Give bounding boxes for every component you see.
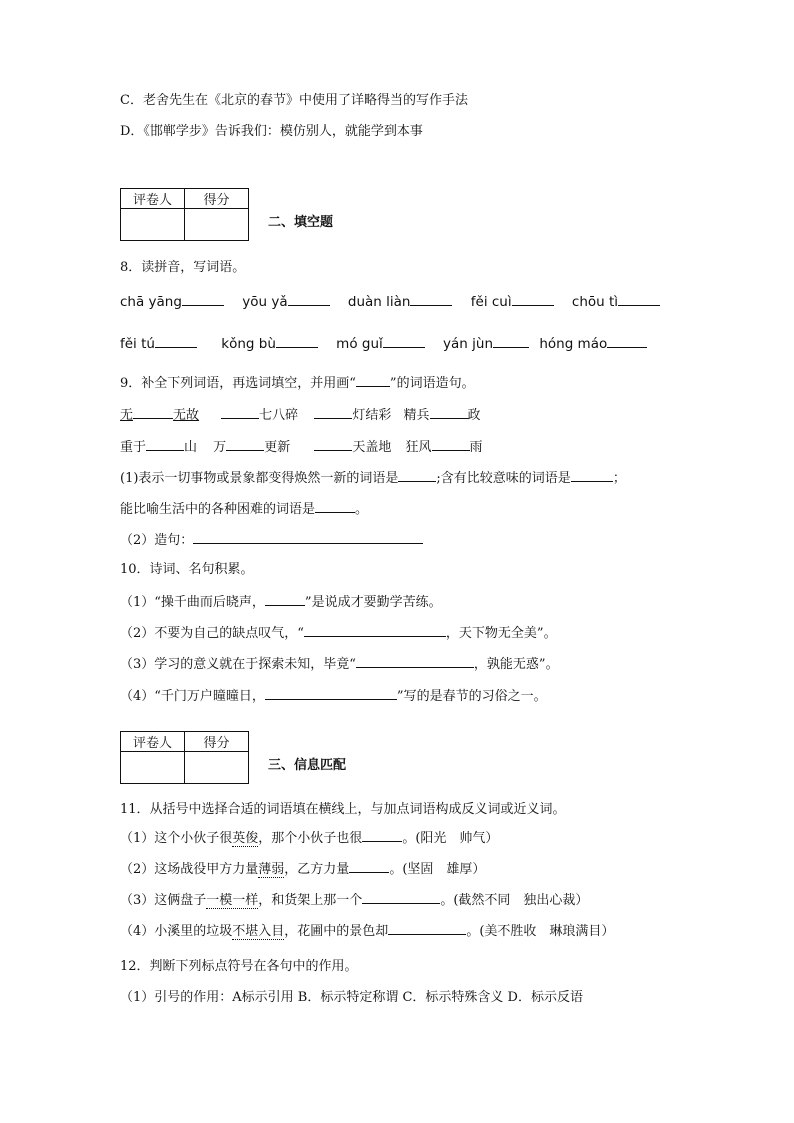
answer-blank[interactable] <box>430 405 468 419</box>
answer-blank[interactable] <box>276 334 318 348</box>
answer-blank[interactable] <box>432 437 470 451</box>
q11-line2: （2）这场战役甲方力量薄弱，乙方力量 。(坚固 雄厚） <box>120 859 485 879</box>
answer-blank[interactable] <box>226 437 264 451</box>
q8-row2 <box>120 334 647 353</box>
section-title-fill-in: 二、填空题 <box>268 215 334 230</box>
sample-blank <box>356 373 390 387</box>
answer-blank[interactable] <box>265 686 397 700</box>
pinyin-item: fěi cuì <box>470 294 512 310</box>
grader-header: 评卷人 <box>121 732 185 752</box>
q10-line2: （2）不要为自己的缺点叹气，“ ，天下物无全美”。 <box>120 623 557 643</box>
score-cell[interactable] <box>185 752 249 784</box>
option-d: D．《邯郸学步》告诉我们：模仿别人，就能学到本事 <box>120 124 423 139</box>
answer-blank[interactable] <box>133 405 173 419</box>
q8-row1 <box>120 292 660 311</box>
answer-blank[interactable] <box>221 405 259 419</box>
score-header: 得分 <box>185 189 249 209</box>
answer-blank[interactable] <box>410 292 452 306</box>
answer-blank[interactable] <box>398 468 436 482</box>
answer-blank[interactable] <box>356 654 474 668</box>
q9-part1: (1)表示一切事物或景象都变得焕然一新的词语是 ;含有比较意味的词语是 ； <box>120 468 626 488</box>
answer-blank[interactable] <box>383 334 425 348</box>
q10-line3: （3）学习的意义就在于探索未知，毕竟“ ，孰能无惑”。 <box>120 654 559 674</box>
pinyin-item: yán jùn <box>443 336 494 352</box>
grader-cell[interactable] <box>121 752 185 784</box>
sentence-blank[interactable] <box>193 530 423 544</box>
dotted-word: 不堪入目 <box>232 924 285 939</box>
answer-blank[interactable] <box>349 859 389 873</box>
answer-blank[interactable] <box>314 405 352 419</box>
answer-blank[interactable] <box>315 499 355 513</box>
q10-stem: 10．诗词、名句积累。 <box>120 562 254 577</box>
pinyin-item: chā yāng <box>120 294 182 310</box>
answer-blank[interactable] <box>607 334 647 348</box>
q9-stem: 9．补全下列词语，再选词填空，并用画“ ”的词语造句。 <box>120 373 475 393</box>
q9-row2: 重于 山 万 更新 天盖地 狂风 雨 <box>120 437 483 457</box>
score-cell[interactable] <box>185 209 249 241</box>
answer-blank[interactable] <box>493 334 529 348</box>
answer-blank[interactable] <box>571 468 613 482</box>
q9-row1: 无 无故 七八碎 灯结彩 精兵 政 <box>120 405 481 425</box>
answer-blank[interactable] <box>155 334 197 348</box>
q10-line1: （1）“操千曲而后晓声， ”是说成才要勤学苦练。 <box>120 592 442 612</box>
answer-blank[interactable] <box>288 292 330 306</box>
grader-header: 评卷人 <box>121 189 185 209</box>
q10-line4: （4）“千门万户曈曈日， ”写的是春节的习俗之一。 <box>120 686 547 706</box>
q11-line3: （3）这俩盘子一模一样，和货架上那一个 。(截然不同 独出心裁） <box>120 890 588 910</box>
score-table-1 <box>120 188 249 241</box>
score-header: 得分 <box>185 732 249 752</box>
answer-blank[interactable] <box>182 292 224 306</box>
answer-blank[interactable] <box>512 292 554 306</box>
answer-blank[interactable] <box>314 437 352 451</box>
option-c: C．老舍先生在《北京的春节》中使用了详略得当的写作手法 <box>120 93 468 108</box>
answer-blank[interactable] <box>304 623 446 637</box>
q11-line1: （1）这个小伙子很英俊，那个小伙子也很 。(阳光 帅气） <box>120 828 498 848</box>
q11-stem: 11．从括号中选择合适的词语填在横线上，与加点词语构成反义词或近义词。 <box>120 802 566 817</box>
answer-blank[interactable] <box>388 921 466 935</box>
answer-blank[interactable] <box>618 292 660 306</box>
answer-blank[interactable] <box>362 890 440 904</box>
pinyin-item: chōu tì <box>571 294 619 310</box>
answer-blank[interactable] <box>362 828 402 842</box>
q12-stem: 12．判断下列标点符号在各句中的作用。 <box>120 959 358 974</box>
q11-line4: （4）小溪里的垃圾不堪入目，花圃中的景色却 。(美不胜收 琳琅满目） <box>120 921 614 941</box>
pinyin-item: fěi tú <box>120 336 155 352</box>
grader-cell[interactable] <box>121 209 185 241</box>
dotted-word: 薄弱 <box>258 862 285 877</box>
q8-stem: 8．读拼音，写词语。 <box>120 260 246 275</box>
pinyin-item: mó guǐ <box>336 336 383 352</box>
pinyin-item: hóng máo <box>539 336 608 352</box>
answer-blank[interactable] <box>265 592 305 606</box>
pinyin-item: duàn liàn <box>347 294 411 310</box>
q9-part1-cont: 能比喻生活中的各种困难的词语是 。 <box>120 499 368 519</box>
answer-blank[interactable] <box>146 437 184 451</box>
dotted-word: 英俊 <box>232 831 259 846</box>
pinyin-item: kǒng bù <box>221 336 276 352</box>
dotted-word: 一模一样 <box>206 893 259 908</box>
score-table-2 <box>120 731 249 784</box>
q9-part2: （2）造句： <box>120 530 423 550</box>
q12-line1: （1）引号的作用：A标示引用 B．标示特定称谓 C．标示特殊含义 D．标示反语 <box>120 990 583 1005</box>
section-title-matching: 三、信息匹配 <box>268 758 347 773</box>
pinyin-item: yōu yǎ <box>242 294 288 310</box>
